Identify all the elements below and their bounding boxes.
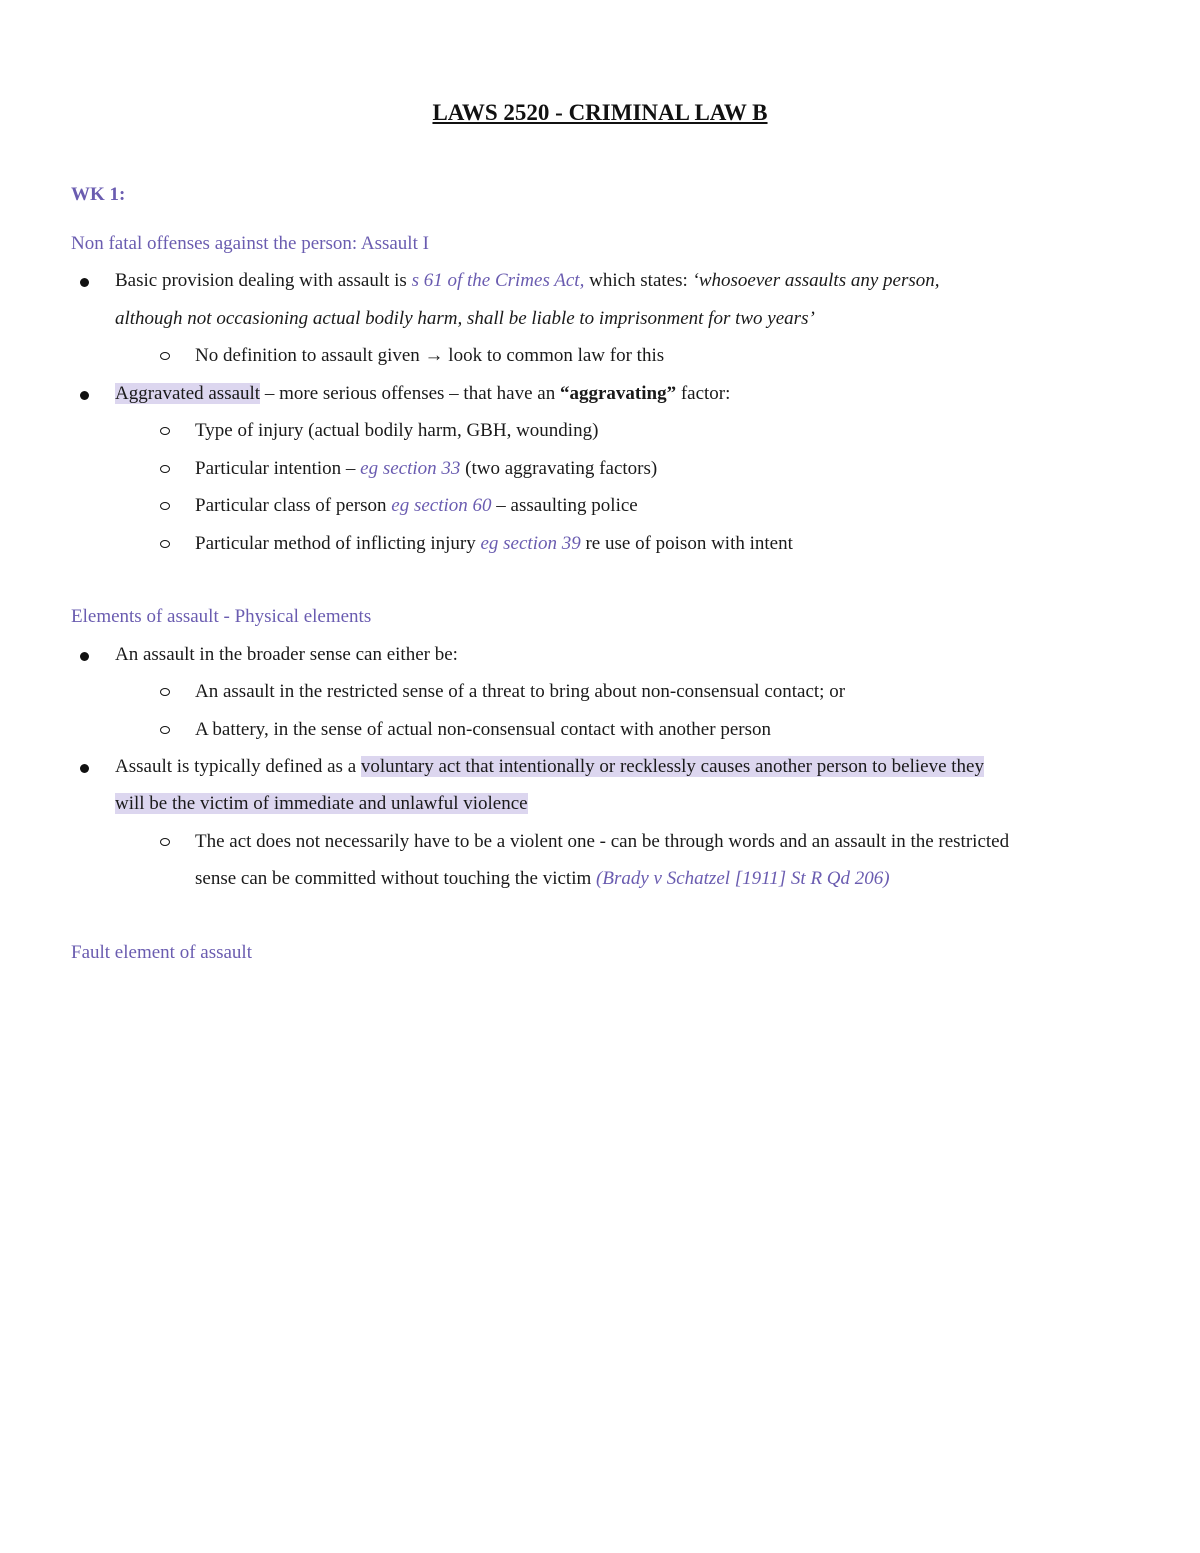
section-heading-assault: Non fatal offenses against the person: Assault I [71,233,429,254]
sub-bullet-icon [160,688,170,696]
sub-bullet-icon [160,427,170,435]
list-item: Assault is typically defined as a voluntary act that intentionally or recklessly causes another person to believe they [115,756,984,777]
list-item: Aggravated assault – more serious offenses – that have an “aggravating” factor: [115,383,731,404]
list-item: Particular class of person eg section 60 – assaulting police [195,495,638,516]
list-item: The act does not necessarily have to be a violent one - can be through words and an assault in the restricted [195,831,1010,852]
bullet-icon [80,652,89,661]
list-item-continued [115,792,528,816]
statute-quote: ‘whosoever assaults any person, [692,270,940,291]
list-item: An assault in the restricted sense of a threat to bring about non-consensual contact; or [195,681,846,702]
sub-bullet-icon [160,502,170,510]
list-item-continued: sense can be committed without touching the victim (Brady v Schatzel [1911] St R Qd 206) [195,868,890,889]
section-heading-elements: Elements of assault - Physical elements [71,606,372,627]
sub-bullet-icon [160,540,170,548]
list-item: Particular method of inflicting injury eg section 39 re use of poison with intent [195,533,793,554]
case-citation: (Brady v Schatzel [1911] St R Qd 206) [596,868,890,889]
statute-reference: eg section 39 [480,533,581,554]
statute-reference: eg section 60 [391,495,492,516]
bullet-icon [80,278,89,287]
highlighted-term: Aggravated assault [115,383,261,404]
section-heading-fault: Fault element of assault [71,942,252,963]
highlighted-definition: voluntary act that intentionally or recklessly causes another person to believe they [360,756,984,777]
list-item: A battery, in the sense of actual non-consensual contact with another person [195,719,771,740]
statute-reference: s 61 of the Crimes Act, [411,270,585,291]
statute-quote-continued: although not occasioning actual bodily harm, shall be liable to imprisonment for two years’ [115,308,815,329]
list-item: An assault in the broader sense can either be: [115,644,458,665]
list-item: Particular intention – eg section 33 (two aggravating factors) [195,458,658,479]
bullet-icon [80,391,89,400]
sub-bullet-icon [160,838,170,846]
statute-reference: eg section 33 [360,458,461,479]
sub-bullet-icon [160,465,170,473]
document-title: LAWS 2520 - CRIMINAL LAW B [432,100,768,125]
sub-bullet-icon [160,352,170,360]
list-item: No definition to assault given → look to common law for this [195,345,665,366]
week-heading: WK 1: [71,184,126,205]
list-item: Basic provision dealing with assault is s 61 of the Crimes Act, which states: ‘whosoever assaults any person, [115,270,940,291]
highlighted-definition: will be the victim of immediate and unlawful violence [115,793,528,814]
bullet-icon [80,764,89,773]
sub-bullet-icon [160,726,170,734]
list-item: Type of injury (actual bodily harm, GBH, wounding) [195,420,599,441]
